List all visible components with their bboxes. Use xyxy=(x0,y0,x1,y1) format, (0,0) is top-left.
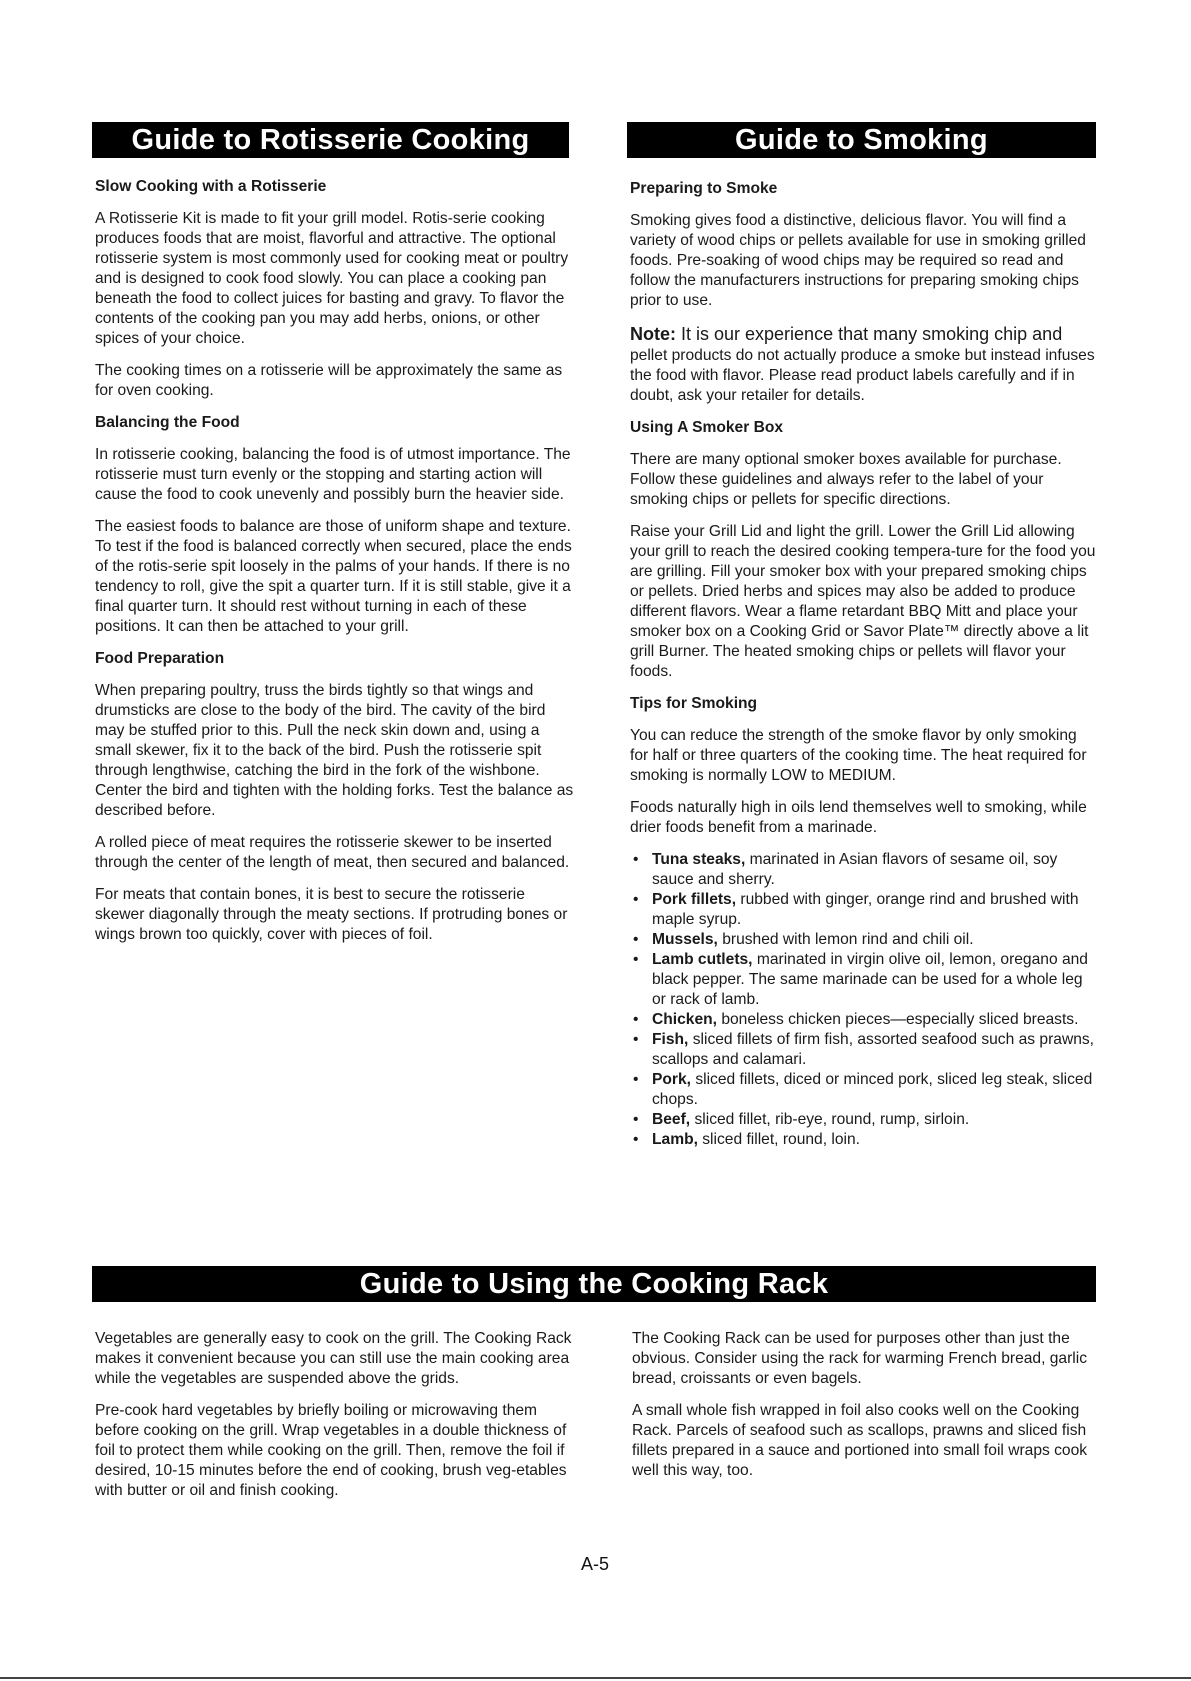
paragraph: For meats that contain bones, it is best to secure the rotisserie skewer diagonally through the meaty sections. If protruding bones or wings brown too quickly, cover with pieces of foil. xyxy=(95,886,568,943)
smoking-foods-list xyxy=(630,850,1098,1150)
note-label: Note: xyxy=(630,324,676,344)
paragraph: Vegetables are generally easy to cook on the grill. The Cooking Rack makes it convenient because you can still use the main cooking area while the vegetables are suspended above the grids. xyxy=(95,1330,572,1387)
list-item xyxy=(630,950,1098,1010)
paragraph: You can reduce the strength of the smoke flavor by only smoking for half or three quarters of the cooking time. The heat required for smoking is normally LOW to MEDIUM. xyxy=(630,727,1087,784)
food-name: Pork, xyxy=(652,1071,691,1088)
food-desc: rubbed with ginger, orange rind and brushed with maple syrup. xyxy=(652,891,1079,928)
list-item xyxy=(630,1130,1098,1150)
note-paragraph xyxy=(630,323,1098,406)
food-name: Mussels, xyxy=(652,931,718,948)
list-item xyxy=(630,850,1098,890)
list-item xyxy=(630,890,1098,930)
food-desc: brushed with lemon rind and chili oil. xyxy=(717,931,974,948)
food-name: Pork fillets, xyxy=(652,891,737,908)
paragraph: There are many optional smoker boxes available for purchase. Follow these guidelines and always refer to the label of your smoking chips or pellets for specific directions. xyxy=(630,451,1062,508)
list-item xyxy=(630,1070,1098,1110)
heading-preparing-to-smoke: Preparing to Smoke xyxy=(630,180,778,197)
paragraph: A small whole fish wrapped in foil also cooks well on the Cooking Rack. Parcels of seafood such as scallops, prawns and sliced fish fillets prepared in a sauce and portioned into small foil wraps cook well this way, too. xyxy=(632,1402,1088,1479)
food-desc: sliced fillet, rib-eye, round, rump, sirloin. xyxy=(690,1111,970,1128)
cooking-rack-left xyxy=(95,1329,575,1513)
list-item xyxy=(630,1110,1098,1130)
food-name: Fish, xyxy=(652,1031,689,1048)
food-desc: marinated in Asian flavors of sesame oil, soy sauce and sherry. xyxy=(652,851,1058,888)
paragraph: Smoking gives food a distinctive, delicious flavor. You will find a variety of wood chips or pellets available for use in smoking grilled foods. Pre-soaking of wood chips may be required so read and follow the manufacturers instructions for preparing smoking chips prior to use. xyxy=(630,212,1086,309)
list-item xyxy=(630,930,1098,950)
rotisserie-section xyxy=(95,177,575,957)
food-desc: sliced fillets, diced or minced pork, sliced leg steak, sliced chops. xyxy=(652,1071,1093,1108)
rotisserie-banner: Guide to Rotisserie Cooking xyxy=(92,122,569,158)
food-name: Lamb cutlets, xyxy=(652,951,753,968)
heading-slow-cooking: Slow Cooking with a Rotisserie xyxy=(95,178,327,195)
cooking-rack-right xyxy=(632,1329,1102,1493)
page-number: A-5 xyxy=(580,1554,609,1574)
smoking-section xyxy=(630,179,1098,1150)
paragraph: Foods naturally high in oils lend themselves well to smoking, while drier foods benefit from a marinade. xyxy=(630,799,1087,836)
bottom-rule xyxy=(0,1677,1191,1679)
list-item xyxy=(630,1010,1098,1030)
food-name: Lamb, xyxy=(652,1131,698,1148)
food-desc: marinated in virgin olive oil, lemon, oregano and black pepper. The same marinade can be used for a whole leg or rack of lamb. xyxy=(652,951,1088,1008)
paragraph: A rolled piece of meat requires the rotisserie skewer to be inserted through the center of the length of meat, then secured and balanced. xyxy=(95,834,570,871)
heading-food-preparation: Food Preparation xyxy=(95,650,225,667)
paragraph: A Rotisserie Kit is made to fit your grill model. Rotis-serie cooking produces foods that are moist, flavorful and attractive. The optional rotisserie system is most commonly used for cooking meat or poultry and is designed to cook food slowly. You can place a cooking pan beneath the food to collect juices for basting and gravy. To flavor the contents of the cooking pan you may add herbs, onions, or other spices of your choice. xyxy=(95,210,569,347)
food-name: Tuna steaks, xyxy=(652,851,746,868)
food-desc: sliced fillets of firm fish, assorted seafood such as prawns, scallops and calamari. xyxy=(652,1031,1095,1068)
cooking-rack-banner: Guide to Using the Cooking Rack xyxy=(92,1266,1096,1302)
heading-smoker-box: Using A Smoker Box xyxy=(630,419,784,436)
smoking-banner: Guide to Smoking xyxy=(627,122,1096,158)
note-text: pellet products do not actually produce a smoke but instead infuses the food with flavor. Please read product labels carefully and if in doubt, ask your retailer for details. xyxy=(630,347,1095,404)
note-emphasis: It is our experience that many smoking chip and xyxy=(676,324,1063,344)
paragraph: Raise your Grill Lid and light the grill. Lower the Grill Lid allowing your grill to reach the desired cooking tempera-ture for the food you are grilling. Fill your smoker box with your prepared smoking chips or pellets. Dried herbs and spices may also be added to produce different flavors. Wear a flame retardant BBQ Mitt and place your smoker box on a Cooking Grid or Savor Plate™ directly above a lit grill Burner. The heated smoking chips or pellets will flavor your foods. xyxy=(630,523,1096,680)
paragraph: In rotisserie cooking, balancing the food is of utmost importance. The rotisserie must turn evenly or the stopping and starting action will cause the food to cook unevenly and possibly burn the heavier side. xyxy=(95,446,571,503)
food-desc: boneless chicken pieces—especially sliced breasts. xyxy=(717,1011,1079,1028)
food-name: Beef, xyxy=(652,1111,691,1128)
paragraph: When preparing poultry, truss the birds tightly so that wings and drumsticks are close to the body of the bird. The cavity of the bird may be stuffed prior to this. Pull the neck skin down and, using a small skewer, fix it to the back of the bird. Push the rotisserie spit through lengthwise, catching the bird in the fork of the wishbone. Center the bird and tighten with the holding forks. Test the balance as described before. xyxy=(95,682,574,819)
list-item xyxy=(630,1030,1098,1070)
food-name: Chicken, xyxy=(652,1011,717,1028)
heading-tips-for-smoking: Tips for Smoking xyxy=(630,695,758,712)
heading-balancing: Balancing the Food xyxy=(95,414,240,431)
food-desc: sliced fillet, round, loin. xyxy=(697,1131,861,1148)
paragraph: The cooking times on a rotisserie will be approximately the same as for oven cooking. xyxy=(95,362,563,399)
paragraph: Pre-cook hard vegetables by briefly boiling or microwaving them before cooking on the grill. Wrap vegetables in a double thickness of foil to protect them while cooking on the grill. Then, remove the foil if desired, 10-15 minutes before the end of cooking, brush veg-etables with butter or oil and finish cooking. xyxy=(95,1402,567,1499)
paragraph: The Cooking Rack can be used for purposes other than just the obvious. Consider using the rack for warming French bread, garlic bread, croissants or even bagels. xyxy=(632,1330,1088,1387)
paragraph: The easiest foods to balance are those of uniform shape and texture. To test if the food is balanced correctly when secured, place the ends of the rotis-serie spit loosely in the palms of your hands. If there is no tendency to roll, give the spit a quarter turn. If it is still stable, give it a final quarter turn. It should rest without turning in each of these positions. It can then be attached to your grill. xyxy=(95,518,572,635)
